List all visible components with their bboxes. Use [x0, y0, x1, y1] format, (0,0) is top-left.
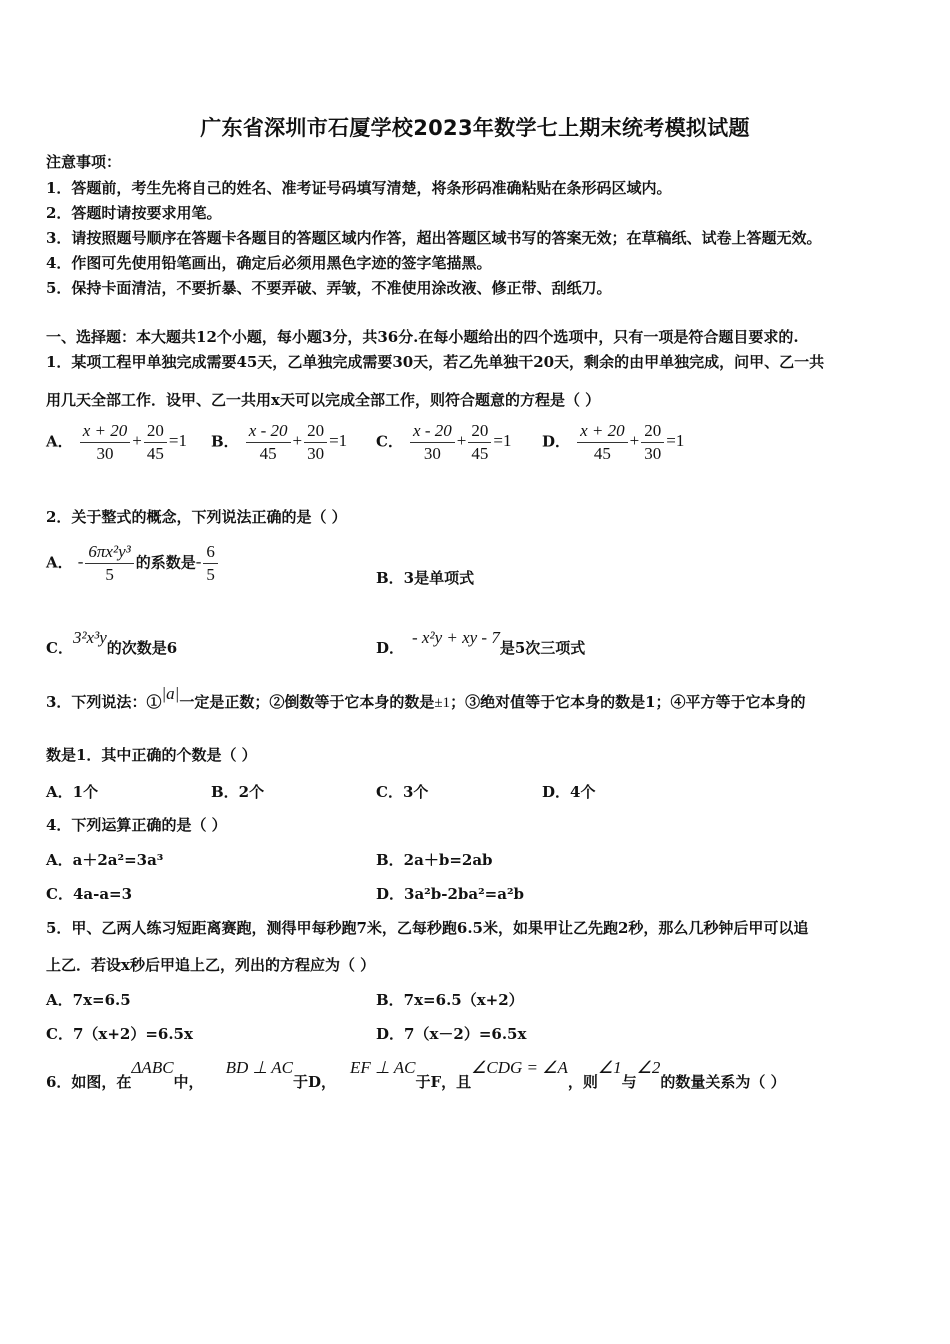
- question-6-stem: [46, 1056, 786, 1091]
- question-1-line-2: 用几天全部工作．设甲、乙一共用x天可以完成全部工作，则符合题意的方程是（ ）: [46, 391, 601, 409]
- text-segment: 3．下列说法：①: [46, 693, 162, 711]
- text-segment: 于D，: [292, 1073, 336, 1091]
- math-angle-cdg: ∠CDG = ∠A: [471, 1058, 568, 1077]
- option-label: A．: [46, 553, 73, 572]
- option-label: B．: [211, 432, 239, 451]
- math-expression: 3²x³y: [72, 628, 107, 647]
- text-segment: 一定是正数；②倒数等于它本身的数是: [179, 693, 435, 711]
- question-5-option-b[interactable]: B．7x=6.5（x+2）: [376, 991, 524, 1009]
- math-plus-minus-one: ±1: [434, 695, 451, 711]
- option-label: D．: [376, 639, 405, 657]
- text-segment: 6．如图，在: [46, 1073, 132, 1091]
- question-1-option-d[interactable]: [542, 420, 684, 465]
- question-1-option-a[interactable]: [46, 420, 187, 465]
- notice-item: 1．答题前，考生先将自己的姓名、准考证号码填写清楚，将条形码准确粘贴在条形码区域内。: [46, 179, 672, 197]
- numerator: x + 20: [577, 420, 628, 443]
- operator: +: [629, 431, 640, 451]
- denominator: 45: [259, 444, 277, 463]
- option-label: D．: [542, 432, 571, 451]
- denominator: 30: [307, 444, 325, 463]
- option-label: C．: [376, 432, 403, 451]
- numerator: 6πx²y³: [85, 541, 133, 564]
- notice-header: 注意事项：: [46, 153, 122, 171]
- numerator: 20: [304, 420, 327, 443]
- operator: +: [292, 431, 303, 451]
- question-2-stem: 2．关于整式的概念，下列说法正确的是（ ）: [46, 508, 347, 526]
- question-4-stem: 4．下列运算正确的是（ ）: [46, 816, 227, 834]
- denominator: 5: [206, 565, 215, 584]
- notice-item: 4．作图可先使用铅笔画出，确定后必须用黑色字迹的签字笔描黑。: [46, 254, 492, 272]
- numerator: 6: [203, 541, 218, 564]
- operator: +: [132, 431, 142, 451]
- question-3-line-2: 数是1．其中正确的个数是（ ）: [46, 746, 257, 764]
- denominator: 5: [105, 565, 114, 584]
- math-triangle-abc: ΔABC: [131, 1058, 174, 1077]
- denominator: 30: [644, 444, 662, 463]
- question-1-line-1: 1．某项工程甲单独完成需要45天，乙单独完成需要30天，若乙先单独干20天，剩余的由甲单独完成，问甲、乙一共: [46, 353, 825, 371]
- question-4-option-d[interactable]: D．3a²b-2ba²=a²b: [376, 885, 525, 903]
- page-title: 广东省深圳市石厦学校2023年数学七上期末统考模拟试题: [200, 116, 750, 140]
- question-2-option-b[interactable]: B．3是单项式: [376, 569, 475, 587]
- question-4-option-c[interactable]: C．4a-a=3: [46, 885, 133, 903]
- option-text: 是5次三项式: [499, 639, 586, 657]
- equation-rhs: =1: [493, 431, 512, 451]
- denominator: 45: [593, 444, 611, 463]
- text-segment: ，则: [567, 1073, 598, 1091]
- math-angle-2: ∠2: [636, 1058, 661, 1077]
- numerator: 20: [468, 420, 491, 443]
- numerator: x + 20: [80, 420, 131, 443]
- denominator: 30: [96, 444, 114, 463]
- denominator: 30: [423, 444, 441, 463]
- math-angle-1: ∠1: [597, 1058, 622, 1077]
- text-segment: 中，: [173, 1073, 204, 1091]
- question-3-option-a[interactable]: A．1个: [46, 783, 99, 801]
- denominator: 45: [471, 444, 489, 463]
- text-segment: 与: [621, 1073, 637, 1091]
- question-4-option-a[interactable]: A．a＋2a²=3a³: [46, 851, 164, 869]
- question-3-line-1: [46, 684, 806, 713]
- math-expression: - x²y + xy - 7: [412, 628, 500, 647]
- section-heading: 一、选择题：本大题共12个小题，每小题3分，共36分.在每小题给出的四个选项中，只有一项是符合题目要求的.: [46, 328, 799, 346]
- minus-sign: -: [195, 552, 202, 572]
- equation-rhs: =1: [329, 431, 348, 451]
- question-4-option-b[interactable]: B．2a＋b=2ab: [376, 851, 493, 869]
- question-5-line-1: 5．甲、乙两人练习短距离赛跑，测得甲每秒跑7米，乙每秒跑6.5米，如果甲让乙先跑2秒，那么几秒钟后甲可以追: [46, 919, 809, 937]
- equation-rhs: =1: [666, 431, 685, 451]
- option-text: 的次数是6: [106, 639, 178, 657]
- option-label: C．: [46, 639, 73, 657]
- question-5-line-2: 上乙．若设x秒后甲追上乙，列出的方程应为（ ）: [46, 956, 376, 974]
- text-segment: 的数量关系为（ ）: [660, 1073, 786, 1091]
- numerator: 20: [144, 420, 167, 443]
- question-5-option-c[interactable]: C．7（x+2）=6.5x: [46, 1025, 193, 1043]
- question-5-option-a[interactable]: A．7x=6.5: [46, 991, 131, 1009]
- question-2-option-a[interactable]: [46, 541, 220, 586]
- notice-item: 2．答题时请按要求用笔。: [46, 204, 222, 222]
- question-3-option-b[interactable]: B．2个: [211, 783, 265, 801]
- question-1-option-c[interactable]: [376, 420, 511, 465]
- text-segment: 于F，且: [415, 1073, 472, 1091]
- math-ef-perp-ac: EF ⊥ AC: [349, 1058, 416, 1077]
- option-text: 的系数是: [135, 553, 196, 572]
- question-1-option-b[interactable]: [211, 420, 347, 465]
- minus-sign: -: [77, 552, 84, 572]
- numerator: x - 20: [246, 420, 291, 443]
- numerator: 20: [641, 420, 664, 443]
- question-2-option-c[interactable]: [46, 627, 178, 657]
- equation-rhs: =1: [168, 431, 187, 451]
- question-3-option-d[interactable]: D．4个: [542, 783, 596, 801]
- question-3-option-c[interactable]: C．3个: [376, 783, 429, 801]
- numerator: x - 20: [410, 420, 455, 443]
- operator: +: [456, 431, 467, 451]
- notice-item: 3．请按照题号顺序在答题卡各题目的答题区域内作答，超出答题区域书写的答案无效；在草稿纸、试卷上答题无效。: [46, 229, 822, 247]
- question-2-option-d[interactable]: [376, 627, 586, 657]
- denominator: 45: [146, 444, 164, 463]
- question-5-option-d[interactable]: D．7（x－2）=6.5x: [376, 1025, 527, 1043]
- text-segment: ；③绝对值等于它本身的数是1；④平方等于它本身的: [450, 693, 806, 711]
- notice-item: 5．保持卡面清洁，不要折暴、不要弄破、弄皱，不准使用涂改液、修正带、刮纸刀。: [46, 279, 612, 297]
- math-bd-perp-ac: BD ⊥ AC: [225, 1058, 293, 1077]
- option-label: A．: [46, 432, 73, 451]
- math-abs-a: |a|: [161, 684, 180, 703]
